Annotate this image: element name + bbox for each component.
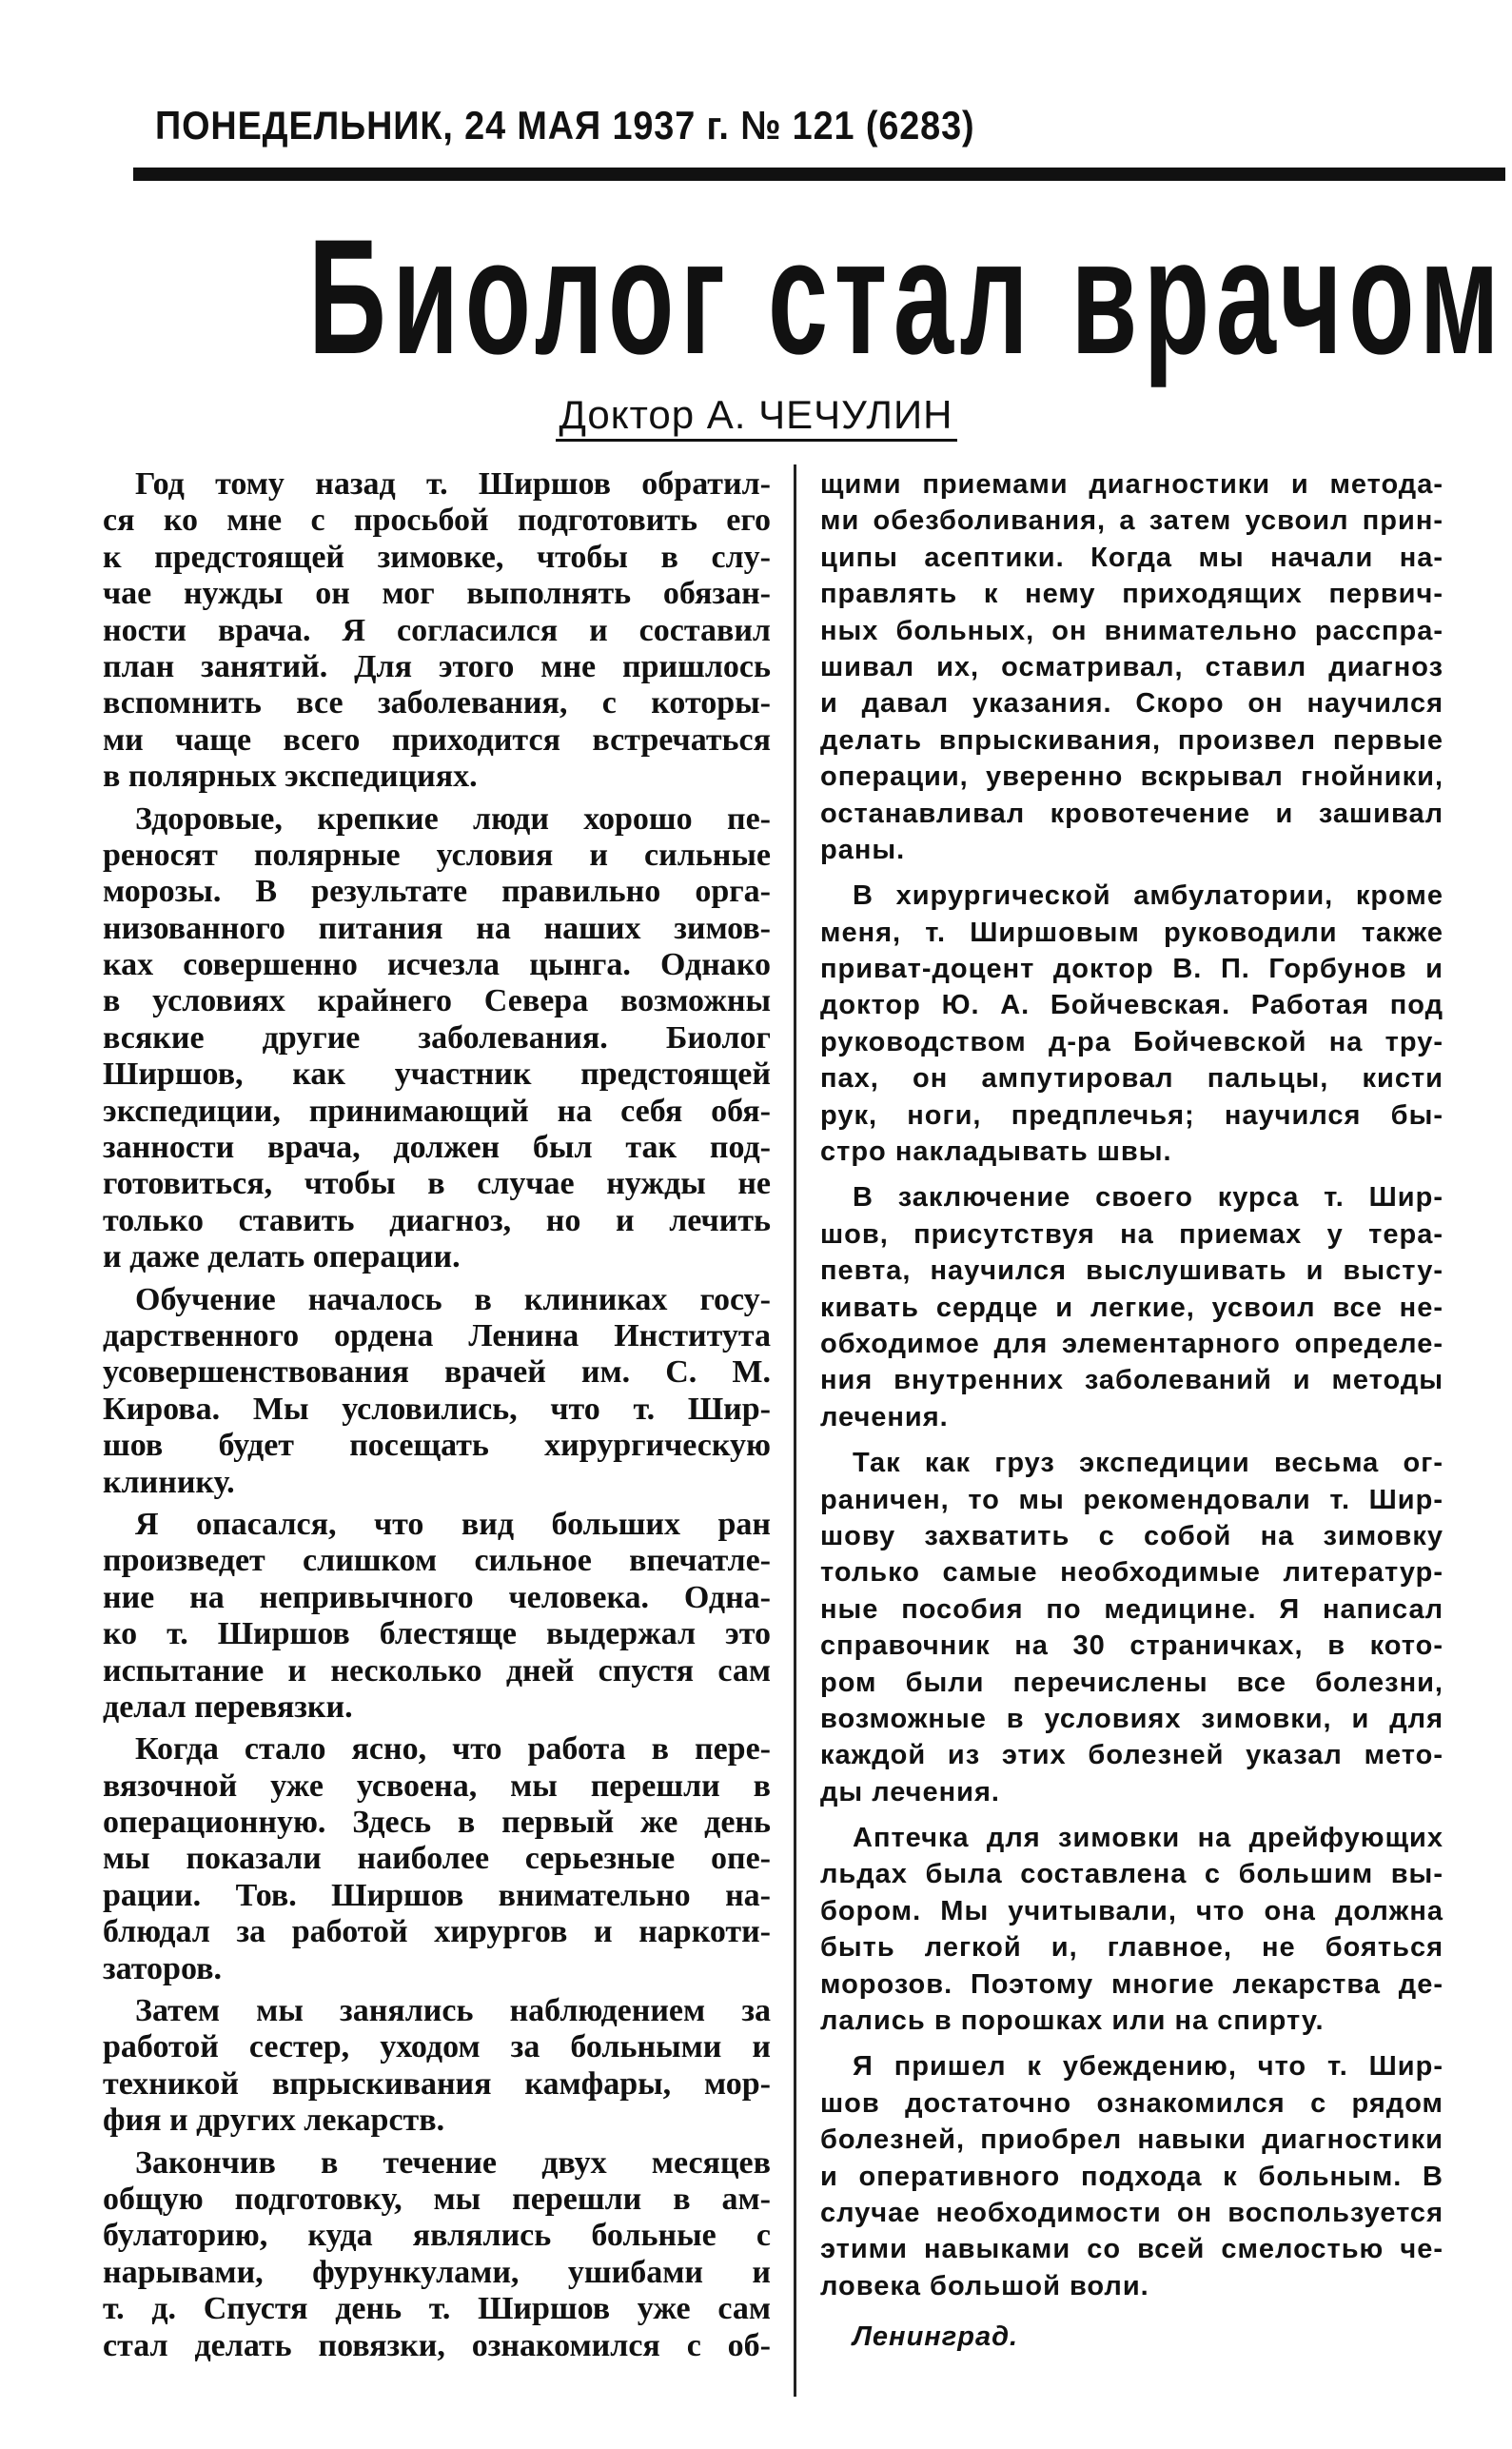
- article-column-left: [103, 466, 771, 2370]
- article-paragraph: [820, 1820, 1443, 2039]
- article-byline: Доктор А. ЧЕЧУЛИН: [556, 392, 957, 442]
- text-line: т. д. Спустя день т. Ширшов уже сам: [103, 2291, 771, 2327]
- text-line: мы показали наиболее серьезные опе-: [103, 1841, 771, 1877]
- text-line: шивал их, осматривал, ставил диагноз: [820, 651, 1443, 682]
- text-line: каждой из этих болезней указал мето-: [820, 1740, 1443, 1771]
- article-title-wrap: [0, 206, 1512, 388]
- text-line: возможные в условиях зимовки, и для: [820, 1703, 1443, 1734]
- text-line: вспомнить все заболевания, с которы-: [103, 685, 771, 721]
- text-line: Ширшов, как участник предстоящей: [103, 1057, 771, 1093]
- article-paragraph: [103, 801, 771, 1276]
- text-line: план занятий. Для этого мне пришлось: [103, 648, 771, 684]
- text-line: стро накладывать швы.: [820, 1136, 1172, 1168]
- text-line: приват-доцент доктор В. П. Горбунов и: [820, 954, 1443, 985]
- text-line: правлять к нему приходящих первич-: [820, 579, 1443, 610]
- text-line: В хирургической амбулатории, кроме: [853, 880, 1443, 912]
- text-line: стал делать повязки, ознакомился с об-: [103, 2327, 771, 2363]
- text-line: рук, ноги, предплечья; научился бы-: [820, 1099, 1443, 1131]
- text-line: быть легкой и, главное, не бояться: [820, 1932, 1443, 1964]
- text-line: занности врача, должен был так под-: [103, 1130, 771, 1166]
- text-line: чае нужды он мог выполнять обязан-: [103, 576, 771, 612]
- text-line: Аптечка для зимовки на дрейфующих: [853, 1823, 1443, 1854]
- text-line: экспедиции, принимающий на себя обя-: [103, 1093, 771, 1129]
- text-line: доктор Ю. А. Бойчевская. Работая под: [820, 990, 1443, 1021]
- article-column-right: [820, 466, 1443, 2356]
- text-line: шов достаточно ознакомился с рядом: [820, 2087, 1443, 2119]
- text-line: обходимое для элементарного определе-: [820, 1328, 1443, 1359]
- text-line: операционную. Здесь в первый же день: [103, 1805, 771, 1841]
- text-line: Здоровые, крепкие люди хорошо пе-: [135, 800, 771, 837]
- text-line: раничен, то мы рекомендовали т. Шир-: [820, 1484, 1443, 1515]
- article-paragraph: [820, 466, 1443, 868]
- text-line: случае необходимости он воспользуется: [820, 2197, 1443, 2228]
- text-line: вязочной уже усвоена, мы перешли в: [103, 1768, 771, 1804]
- text-line: шов будет посещать хирургическую: [103, 1428, 771, 1464]
- text-line: дарственного ордена Ленина Института: [103, 1317, 771, 1353]
- text-line: бором. Мы учитывали, что она должна: [820, 1895, 1443, 1926]
- masthead-rule: [133, 168, 1505, 181]
- text-line: меня, т. Ширшовым руководили также: [820, 917, 1443, 948]
- text-line: ципы асептики. Когда мы начали на-: [820, 542, 1443, 573]
- text-line: ся ко мне с просьбой подготовить его: [103, 503, 771, 539]
- text-line: ко т. Ширшов блестяще выдержал это: [103, 1616, 771, 1652]
- text-line: льдах была составлена с большим вы-: [820, 1859, 1443, 1890]
- text-line: клинику.: [103, 1464, 235, 1500]
- article-paragraph: [820, 2048, 1443, 2304]
- text-line: булаторию, куда являлись больные с: [103, 2218, 771, 2254]
- text-line: шов, присутствуя на приемах у тера-: [820, 1218, 1443, 1250]
- text-line: ные пособия по медицине. Я написал: [820, 1593, 1443, 1625]
- article-paragraph: [103, 2145, 771, 2364]
- text-line: ми чаще всего приходится встречаться: [103, 721, 771, 758]
- column-divider: [794, 464, 796, 2397]
- article-paragraph: [820, 878, 1443, 1170]
- text-line: ми обезболивания, а затем усвоил прин-: [820, 505, 1443, 537]
- text-line: Так как груз экспедиции весьма ог-: [853, 1448, 1443, 1479]
- text-line: кивать сердце и легкие, усвоил все не-: [820, 1292, 1443, 1323]
- text-line: В заключение своего курса т. Шир-: [853, 1182, 1443, 1214]
- text-line: только ставить диагноз, но и лечить: [103, 1202, 771, 1238]
- text-line: готовиться, чтобы в случае нужды не: [103, 1166, 771, 1202]
- text-line: техникой впрыскивания камфары, мор-: [103, 2065, 771, 2102]
- text-line: ловека большой воли.: [820, 2270, 1149, 2301]
- text-line: рации. Тов. Ширшов внимательно на-: [103, 1877, 771, 1913]
- text-line: операции, уверенно вскрывал гнойники,: [820, 761, 1443, 793]
- text-line: делал перевязки.: [103, 1689, 353, 1725]
- text-line: Я опасался, что вид больших ран: [135, 1506, 771, 1542]
- text-line: шову захватить с собой на зимовку: [820, 1520, 1443, 1551]
- text-line: только самые необходимые литератур-: [820, 1557, 1443, 1589]
- text-line: и давал указания. Скоро он научился: [820, 688, 1443, 720]
- text-line: певта, научился выслушивать и высту-: [820, 1255, 1443, 1287]
- article-paragraph: [103, 1282, 771, 1501]
- byline-wrap: [0, 392, 1512, 438]
- article-paragraph: [820, 1179, 1443, 1435]
- text-line: ние на непривычного человека. Одна-: [103, 1579, 771, 1615]
- text-line: руководством д-ра Бойчевской на тру-: [820, 1026, 1443, 1057]
- text-line: лечения.: [820, 1401, 949, 1432]
- text-line: Я пришел к убеждению, что т. Шир-: [853, 2051, 1443, 2083]
- text-line: делать впрыскивания, произвел первые: [820, 724, 1443, 756]
- article-paragraph: [103, 1993, 771, 2140]
- article-paragraph: [103, 466, 771, 796]
- text-line: Затем мы занялись наблюдением за: [135, 1993, 771, 2029]
- text-line: Закончив в течение двух месяцев: [135, 2144, 771, 2181]
- article-paragraph: [103, 1507, 771, 1726]
- text-line: этими навыками со всей смелостью че-: [820, 2234, 1443, 2265]
- text-line: болезней, приобрел навыки диагностики: [820, 2124, 1443, 2156]
- text-line: заторов.: [103, 1950, 222, 1986]
- text-line: Год тому назад т. Ширшов обратил-: [135, 466, 771, 502]
- text-line: останавливал кровотечение и зашивал: [820, 798, 1443, 829]
- text-line: ром были перечислены все болезни,: [820, 1667, 1443, 1698]
- newspaper-issue-line: ПОНЕДЕЛЬНИК, 24 МАЯ 1937 г. № 121 (6283): [155, 103, 975, 148]
- text-line: Обучение началось в клиниках госу-: [135, 1281, 771, 1317]
- text-line: морозы. В результате правильно орга-: [103, 874, 771, 910]
- text-line: к предстоящей зимовке, чтобы в слу-: [103, 539, 771, 575]
- text-line: ния внутренних заболеваний и методы: [820, 1365, 1443, 1396]
- article-signoff-location: Ленинград.: [853, 2321, 1019, 2353]
- text-line: усовершенствования врачей им. С. М.: [103, 1354, 771, 1391]
- text-line: щими приемами диагностики и метода-: [820, 469, 1443, 500]
- text-line: блюдал за работой хирургов и наркоти-: [103, 1914, 771, 1950]
- text-line: испытание и несколько дней спустя сам: [103, 1652, 771, 1689]
- text-line: ных больных, он внимательно расспра-: [820, 615, 1443, 646]
- text-line: общую подготовку, мы перешли в ам-: [103, 2181, 771, 2217]
- text-line: всякие другие заболевания. Биолог: [103, 1019, 771, 1056]
- text-line: работой сестер, уходом за больными и: [103, 2029, 771, 2065]
- text-line: в полярных экспедициях.: [103, 759, 478, 795]
- text-line: фия и других лекарств.: [103, 2103, 445, 2139]
- text-line: произведет слишком сильное впечатле-: [103, 1543, 771, 1579]
- text-line: справочник на 30 страничках, в кото-: [820, 1630, 1443, 1662]
- text-line: реносят полярные условия и сильные: [103, 837, 771, 873]
- text-line: пах, он ампутировал пальцы, кисти: [820, 1063, 1443, 1095]
- text-line: раны.: [820, 834, 906, 865]
- text-line: ках совершенно исчезла цынга. Однако: [103, 947, 771, 983]
- article-paragraph: [820, 1445, 1443, 1810]
- article-title: Биолог стал врачом: [308, 206, 1506, 388]
- text-line: в условиях крайнего Севера возможны: [103, 983, 771, 1019]
- article-paragraph: [103, 1731, 771, 1987]
- text-line: Кирова. Мы условились, что т. Шир-: [103, 1391, 771, 1427]
- text-line: лались в порошках или на спирту.: [820, 2005, 1325, 2037]
- text-line: морозов. Поэтому многие лекарства де-: [820, 1968, 1443, 2000]
- text-line: ности врача. Я согласился и составил: [103, 612, 771, 648]
- text-line: и даже делать операции.: [103, 1239, 461, 1275]
- text-line: и оперативного подхода к больным. В: [820, 2161, 1443, 2192]
- text-line: нарывами, фурункулами, ушибами и: [103, 2254, 771, 2290]
- text-line: низованного питания на наших зимов-: [103, 910, 771, 946]
- text-line: ды лечения.: [820, 1776, 1000, 1807]
- text-line: Когда стало ясно, что работа в пере-: [135, 1731, 771, 1768]
